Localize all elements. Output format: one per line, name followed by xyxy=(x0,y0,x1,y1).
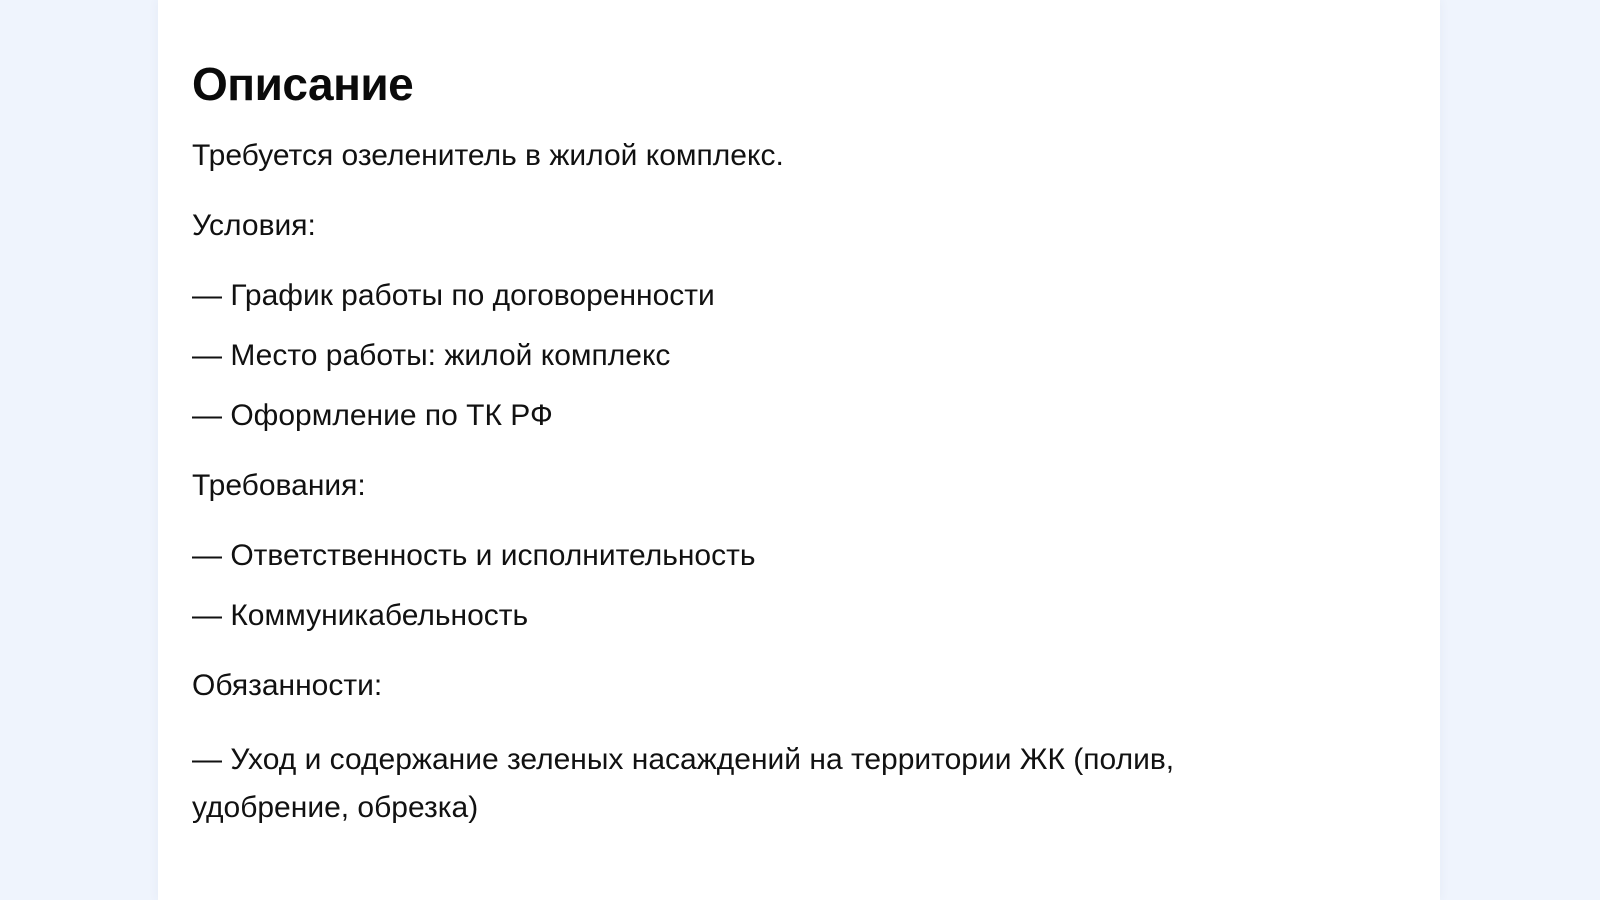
duties-title: Обязанности: xyxy=(192,669,383,702)
conditions-title: Условия: xyxy=(192,209,316,242)
description-title: Описание xyxy=(192,58,414,110)
list-item: — Место работы: жилой комплекс xyxy=(192,339,671,372)
duties-list xyxy=(192,736,1408,832)
requirements-list xyxy=(192,536,1408,636)
list-item: — Оформление по ТК РФ xyxy=(192,399,553,432)
list-item: — Уход и содержание зеленых насаждений на территории ЖК (полив, удобрение, обрезка) xyxy=(192,743,1175,824)
list-item: — График работы по договоренности xyxy=(192,279,715,312)
conditions-list xyxy=(192,276,1408,436)
description-intro: Требуется озеленитель в жилой комплекс. xyxy=(192,139,784,172)
requirements-title: Требования: xyxy=(192,469,366,502)
list-item: — Ответственность и исполнительность xyxy=(192,539,756,572)
description-card xyxy=(158,0,1440,900)
list-item: — Коммуникабельность xyxy=(192,599,529,632)
